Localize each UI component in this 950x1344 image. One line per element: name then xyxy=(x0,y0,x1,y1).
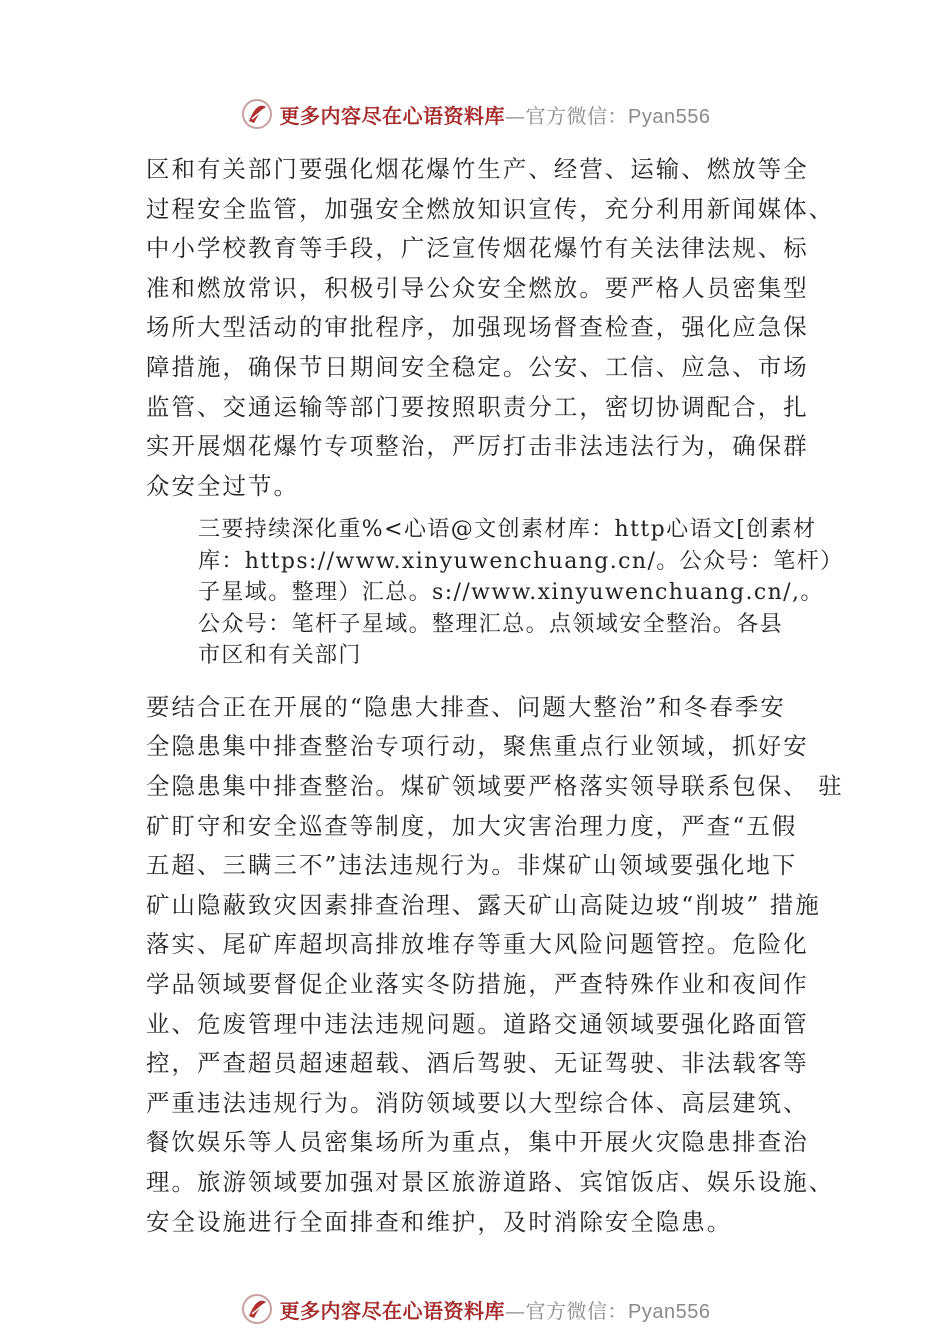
banner-text xyxy=(280,100,711,129)
text-line: 过程安全监管，加强安全燃放知识宣传，充分利用新闻媒体、 xyxy=(146,194,835,223)
text-line: 障措施，确保节日期间安全稳定。公安、工信、应急、市场 xyxy=(146,352,809,381)
text-line: 矿山隐蔽致灾因素排查治理、露天矿山高陡边坡“削坡” 措施 xyxy=(146,890,821,919)
text-line: 库：https://www.xinyuwenchuang.cn/。公众号：笔杆） xyxy=(198,548,844,574)
text-line: 准和燃放常识，积极引导公众安全燃放。要严格人员密集型 xyxy=(146,273,809,302)
banner-text xyxy=(280,1295,711,1324)
text-line: 业、危废管理中违法违规问题。道路交通领域要强化路面管 xyxy=(146,1009,809,1038)
text-line: 众安全过节。 xyxy=(146,471,299,500)
text-line: 子星域。整理）汇总。s://www.xinyuwenchuang.cn/,。 xyxy=(198,580,824,606)
banner-label: 官方微信： xyxy=(525,1298,629,1323)
banner-main: 更多内容尽在心语资料库 xyxy=(279,103,506,128)
text-line: 五超、三瞒三不”违法违规行为。非煤矿山领域要强化地下 xyxy=(146,851,798,880)
banner-main: 更多内容尽在心语资料库 xyxy=(279,1298,506,1323)
banner-dash: — xyxy=(505,103,526,128)
text-line: 餐饮娱乐等人员密集场所为重点，集中开展火灾隐患排查治 xyxy=(146,1128,809,1157)
banner-handle: Pyan556 xyxy=(628,1300,711,1323)
banner-dash: — xyxy=(505,1298,526,1323)
footer-banner xyxy=(0,1289,950,1329)
brand-logo-icon xyxy=(240,1292,274,1326)
text-line: 监管、交通运输等部门要按照职责分工，密切协调配合，扎 xyxy=(146,392,809,421)
text-line: 中小学校教育等手段，广泛宣传烟花爆竹有关法律法规、标 xyxy=(146,234,809,263)
paragraph-1 xyxy=(146,150,835,506)
text-line: 市区和有关部门 xyxy=(198,643,362,669)
brand-logo-icon xyxy=(240,97,274,131)
text-line: 场所大型活动的审批程序，加强现场督查检查，强化应急保 xyxy=(146,313,809,342)
header-banner xyxy=(0,94,950,134)
text-line: 理。旅游领域要加强对景区旅游道路、宾馆饭店、娱乐设施、 xyxy=(146,1167,835,1196)
text-line: 区和有关部门要强化烟花爆竹生产、经营、运输、燃放等全 xyxy=(146,155,809,183)
text-line: 公众号：笔杆子星域。整理汇总。点领域安全整治。各县 xyxy=(198,611,784,637)
document-body xyxy=(146,150,844,1242)
text-line: 控，严查超员超速超载、酒后驾驶、无证驾驶、非法载客等 xyxy=(146,1049,809,1078)
banner-label: 官方微信： xyxy=(525,103,629,128)
text-line: 全隐患集中排查整治。煤矿领域要严格落实领导联系包保、 驻 xyxy=(146,772,844,801)
quoted-paragraph xyxy=(198,514,844,672)
text-line: 实开展烟花爆竹专项整治，严厉打击非法违法行为，确保群 xyxy=(146,432,809,461)
text-line: 严重违法违规行为。消防领域要以大型综合体、高层建筑、 xyxy=(146,1088,809,1117)
text-line: 三要持续深化重%<心语@文创素材库：http心语文[创素材 xyxy=(198,517,817,543)
paragraph-2 xyxy=(146,688,844,1242)
text-line: 安全设施进行全面排查和维护，及时消除安全隐患。 xyxy=(146,1207,733,1236)
text-line: 落实、尾矿库超坝高排放堆存等重大风险问题管控。危险化 xyxy=(146,930,809,959)
text-line: 要结合正在开展的“隐患大排查、问题大整治”和冬春季安 xyxy=(146,692,786,721)
text-line: 矿盯守和安全巡查等制度，加大灾害治理力度，严查“五假 xyxy=(146,811,798,840)
banner-handle: Pyan556 xyxy=(628,105,711,128)
text-line: 学品领域要督促企业落实冬防措施，严查特殊作业和夜间作 xyxy=(146,970,809,998)
text-line: 全隐患集中排查整治专项行动，聚焦重点行业领域，抓好安 xyxy=(146,732,809,761)
